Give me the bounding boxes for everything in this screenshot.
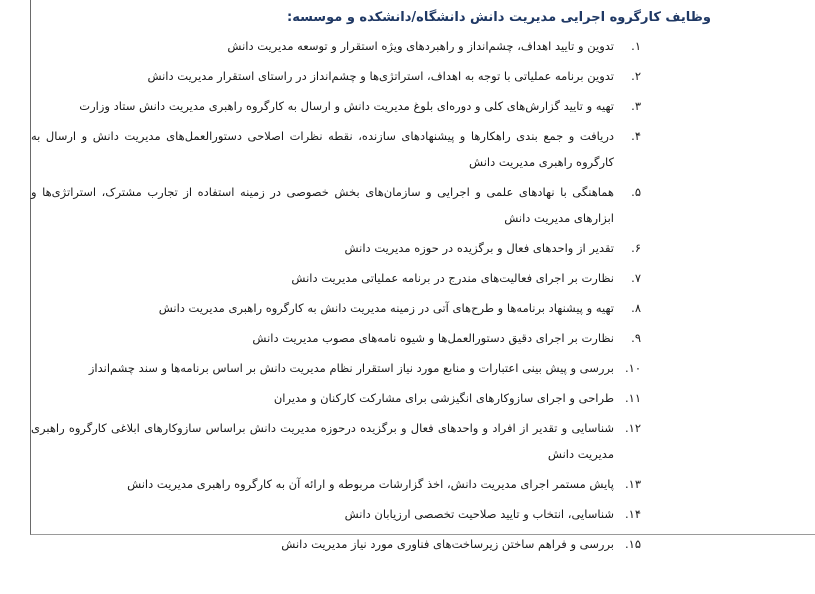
list-item-text: نظارت بر اجرای دقیق دستورالعمل‌ها و شیوه نامه‌های مصوب مدیریت دانش [252,331,614,345]
list-item-text: تهیه و پیشنهاد برنامه‌ها و طرح‌های آتی در زمینه مدیریت دانش به کارگروه راهبری مدیریت دانش [158,301,614,315]
list-item-text: نظارت بر اجرای فعالیت‌های مندرج در برنامه عملیاتی مدیریت دانش [291,271,614,285]
list-item [31,504,711,527]
list-item-text: بررسی و پیش بینی اعتبارات و منابع مورد نیاز استقرار نظام مدیریت دانش بر اساس برنامه‌ها و سند چشم‌انداز [88,361,614,375]
list-item-number: ۱۲. [624,421,641,435]
document-body [31,8,711,564]
list-item-number: ۷. [631,271,641,285]
list-item [31,238,711,261]
list-item [31,474,711,497]
list-item-number: ۵. [631,185,641,199]
list-item-number: ۱۰. [624,361,641,375]
list-item [31,96,711,119]
list-item-number: ۲. [631,69,641,83]
list-item [31,534,711,557]
list-item-number: ۱۱. [624,391,641,405]
list-item-number: ۳. [631,99,641,113]
list-item-number: ۱۴. [624,507,641,521]
list-item-text: تقدیر از واحدهای فعال و برگزیده در حوزه مدیریت دانش [344,241,614,255]
list-item [31,418,711,467]
list-item-number: ۸. [631,301,641,315]
list-item-text: طراحی و اجرای سازوکارهای انگیزشی برای مشارکت کارکنان و مدیران [273,391,614,405]
list-item [31,388,711,411]
duties-list [31,36,711,557]
list-item-number: ۱۵. [624,537,641,551]
list-item-number: ۶. [631,241,641,255]
document-heading: وظایف کارگروه اجرایی مدیریت دانش دانشگاه/دانشکده و موسسه: [287,10,711,25]
list-item-text: بررسی و فراهم ساختن زیرساخت‌های فناوری مورد نیاز مدیریت دانش [281,537,614,551]
list-item-text: هماهنگی با نهادهای علمی و اجرایی و سازمان‌های بخش خصوصی در زمینه استفاده از تجارب مشترک، استراتژی‌ها و ابزارهای مدیریت دانش [31,185,614,225]
list-item [31,126,711,175]
list-item-number: ۱. [631,39,641,53]
list-item-text: پایش مستمر اجرای مدیریت دانش، اخذ گزارشات مربوطه و ارائه آن به کارگروه راهبری مدیریت دانش [127,477,614,491]
list-item-text: تهیه و تایید گزارش‌های کلی و دوره‌ای بلوغ مدیریت دانش و ارسال به کارگروه راهبری مدیریت دانش ستاد وزارت [79,99,614,113]
list-item-text: شناسایی و تقدیر از افراد و واحدهای فعال و برگزیده درحوزه مدیریت دانش براساس سازوکارهای ابلاغی کارگروه راهبری مدیریت دانش [31,421,614,461]
list-item-text: تدوین برنامه عملیاتی با توجه به اهداف، استراتژی‌ها و چشم‌انداز در راستای استقرار مدیریت دانش [147,69,614,83]
list-item [31,358,711,381]
list-item [31,36,711,59]
list-item [31,268,711,291]
list-item [31,298,711,321]
list-item [31,182,711,231]
list-item [31,328,711,351]
list-item [31,66,711,89]
list-item-text: شناسایی، انتخاب و تایید صلاحیت تخصصی ارزیابان دانش [344,507,614,521]
list-item-text: تدوین و تایید اهداف، چشم‌انداز و راهبردهای ویژه استقرار و توسعه مدیریت دانش [227,39,614,53]
list-item-number: ۱۳. [624,477,641,491]
list-item-number: ۹. [631,331,641,345]
list-item-number: ۴. [631,129,641,143]
list-item-text: دریافت و جمع بندی راهکارها و پیشنهادهای سازنده، نقطه نظرات اصلاحی دستورالعمل‌های مدیریت دانش و ارسال به کارگروه راهبری مدیریت دانش [31,129,614,169]
